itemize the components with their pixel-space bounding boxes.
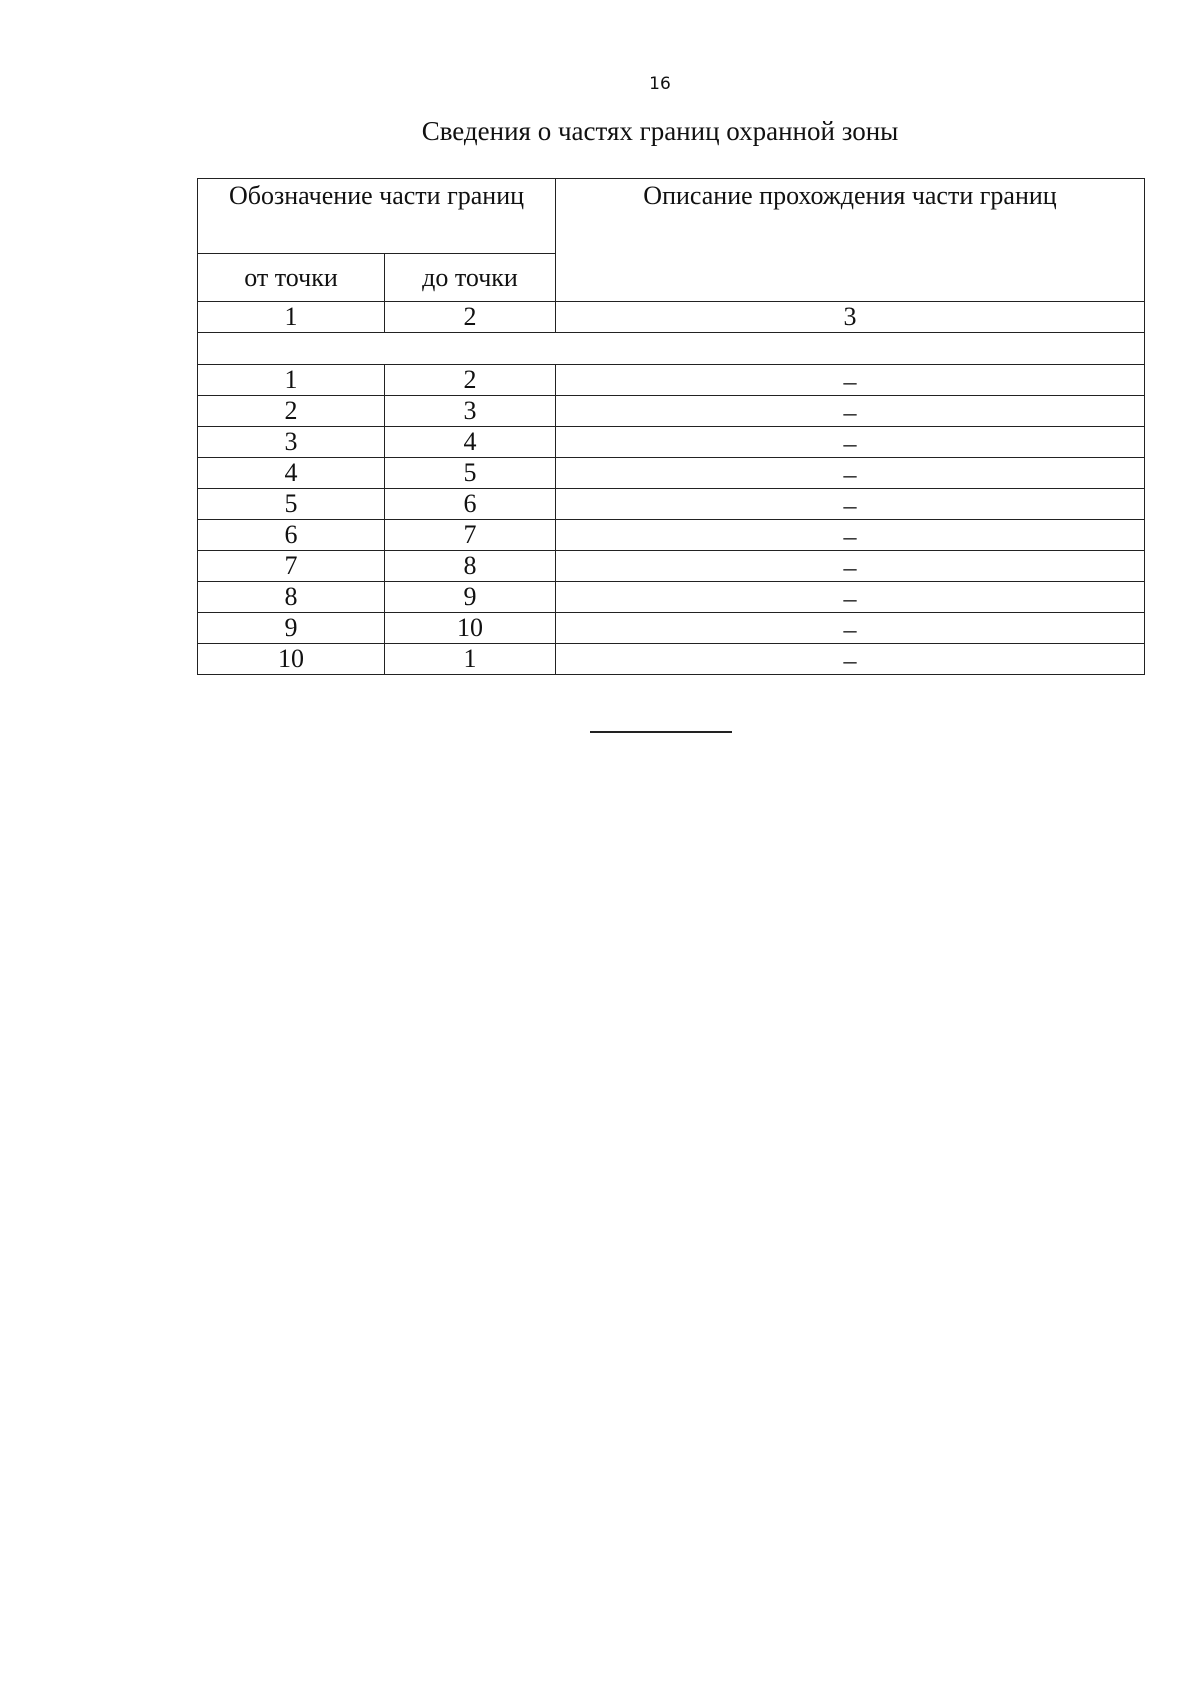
table-row — [198, 551, 1145, 582]
description-cell — [556, 613, 1145, 644]
description-cell — [556, 458, 1145, 489]
from-point-cell: 3 — [198, 427, 385, 458]
table-row — [198, 520, 1145, 551]
to-point-cell: 8 — [385, 551, 556, 582]
page-number: 16 — [649, 74, 671, 94]
description-value: – — [843, 429, 857, 458]
from-point-cell: 1 — [198, 365, 385, 396]
description-value: – — [843, 522, 857, 551]
table-row — [198, 582, 1145, 613]
from-point-cell: 2 — [198, 396, 385, 427]
blank-cell — [198, 333, 1145, 365]
description-cell — [556, 489, 1145, 520]
to-point-cell: 6 — [385, 489, 556, 520]
table-row — [198, 613, 1145, 644]
description-value: – — [843, 398, 857, 427]
description-value: – — [843, 615, 857, 644]
description-cell — [556, 551, 1145, 582]
table-row — [198, 644, 1145, 675]
header-boundary-designation: Обозначение части границ — [198, 179, 556, 254]
description-value: – — [843, 584, 857, 613]
description-cell — [556, 365, 1145, 396]
to-point-cell: 9 — [385, 582, 556, 613]
description-cell — [556, 427, 1145, 458]
description-cell — [556, 396, 1145, 427]
from-point-cell: 10 — [198, 644, 385, 675]
boundary-parts-table — [197, 178, 1145, 675]
from-point-cell: 4 — [198, 458, 385, 489]
to-point-cell: 3 — [385, 396, 556, 427]
header-boundary-description: Описание прохождения части границ — [556, 179, 1145, 302]
description-cell — [556, 644, 1145, 675]
description-value: – — [843, 367, 857, 396]
from-point-cell: 7 — [198, 551, 385, 582]
description-value: – — [843, 553, 857, 582]
description-value: – — [843, 491, 857, 520]
page-title: Сведения о частях границ охранной зоны — [421, 116, 899, 146]
to-point-cell: 1 — [385, 644, 556, 675]
to-point-cell: 10 — [385, 613, 556, 644]
from-point-cell: 9 — [198, 613, 385, 644]
from-point-cell: 6 — [198, 520, 385, 551]
from-point-cell: 5 — [198, 489, 385, 520]
table-header-row — [198, 179, 1145, 254]
column-number: 1 — [198, 302, 385, 333]
from-point-cell: 8 — [198, 582, 385, 613]
table-row — [198, 489, 1145, 520]
to-point-cell: 2 — [385, 365, 556, 396]
column-number: 3 — [556, 302, 1145, 333]
end-of-section-rule — [590, 731, 732, 733]
description-cell — [556, 520, 1145, 551]
table-row — [198, 396, 1145, 427]
table-row — [198, 458, 1145, 489]
column-number: 2 — [385, 302, 556, 333]
description-value: – — [843, 460, 857, 489]
to-point-cell: 5 — [385, 458, 556, 489]
column-number-row — [198, 302, 1145, 333]
table-row — [198, 365, 1145, 396]
table-row — [198, 427, 1145, 458]
description-value: – — [843, 646, 857, 675]
to-point-cell: 4 — [385, 427, 556, 458]
description-cell — [556, 582, 1145, 613]
to-point-cell: 7 — [385, 520, 556, 551]
header-from-point: от точки — [198, 254, 385, 302]
blank-row — [198, 333, 1145, 365]
header-to-point: до точки — [385, 254, 556, 302]
